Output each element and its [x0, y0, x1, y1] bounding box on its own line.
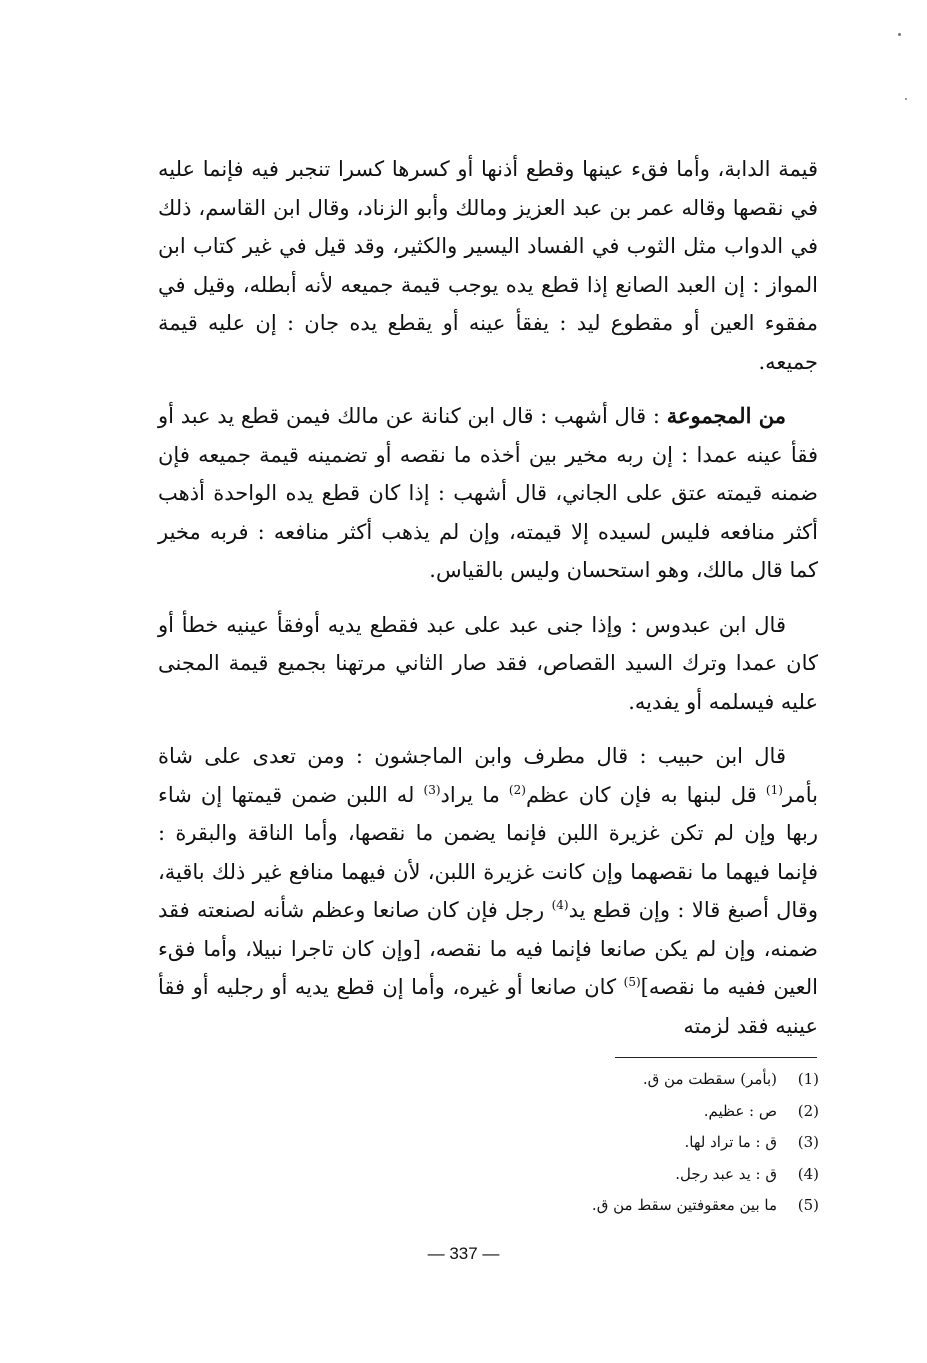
- footnote-number: (2): [797, 1101, 819, 1120]
- footnote-marker: (5): [623, 975, 641, 989]
- paragraph: [158, 397, 818, 590]
- footnote-marker: (1): [765, 782, 783, 797]
- scan-speck: [898, 33, 901, 36]
- text-run: رجل فإن كان صانعا وعظم شأنه لصنعته فقد ضمنه، وإن لم يكن صانعا فإنما فيه ما نقصه، [وإن كان تاجرا نبيلا، وأما فقء العين ففيه ما نقصه]: [158, 898, 819, 999]
- text-run: ما يراد: [440, 782, 509, 807]
- text-run: قال ابن حبيب : قال مطرف وابن الماجشون : ومن تعدى على شاة بأمر: [158, 744, 818, 807]
- footnote-number: (4): [797, 1164, 819, 1183]
- footnote-item: [399, 1159, 819, 1191]
- footnotes: [399, 1064, 819, 1222]
- footnote-text: ق : ما تراد لها.: [684, 1133, 777, 1151]
- page-number: — 337 —: [427, 1244, 500, 1263]
- footnote-text: ص : عظيم.: [703, 1101, 777, 1120]
- footnote-number: (3): [797, 1133, 819, 1151]
- footnote-number: (5): [797, 1196, 819, 1214]
- footnote-marker: (2): [508, 782, 526, 797]
- footnote-item: [399, 1064, 819, 1096]
- footnote-text: ق : يد عبد رجل.: [675, 1164, 777, 1183]
- scan-speck: [905, 98, 907, 100]
- main-text: [158, 150, 818, 1045]
- text-run: كان صانعا أو غيره، وأما إن قطع يديه أو رجليه أو فقأ عينيه فقد لزمته: [158, 975, 818, 1038]
- footnote-divider: [615, 1057, 817, 1058]
- paragraph: [158, 606, 818, 722]
- text-run: : قال أشهب : قال ابن كنانة عن مالك فيمن قطع يد عبد أو فقأ عينه عمدا : إن ربه مخير بين أخذه ما نقصه أو تضمينه قيمة جميعه فإن ضمنه قيمته عتق على الجاني، قال أشهب : إذا كان قطع يده الواحدة أذهب أكثر منافعه فليس لسيده إلا قيمته، وإن لم يذهب أكثر منافعه : فربه مخير كما قال مالك، وهو استحسان وليس بالقياس.: [158, 404, 818, 582]
- footnote-item: [399, 1127, 819, 1159]
- source-title: من المجموعة: [666, 403, 786, 428]
- footnote-item: [399, 1190, 819, 1222]
- text-run: له اللبن ضمن قيمتها إن شاء ربها وإن لم تكن غزيرة اللبن فإنما يضمن ما نقصها، وأما الناقة والبقرة : فإنما فيهما ما نقصهما وإن كانت غزيرة اللبن، لأن فيهما منافع غير ذلك باقية، وقال أصبغ قالا : وإن قطع يد: [158, 782, 819, 922]
- footnote-text: ما بين معقوفتين سقط من ق.: [591, 1196, 777, 1214]
- text-run: قال ابن عبدوس : وإذا جنى عبد على عبد فقطع يديه أوفقأ عينيه خطأ أو كان عمدا وترك السيد القصاص، فقد صار الثاني مرتهنا بجميع قيمة المجنى عليه فيسلمه أو يفديه.: [158, 612, 818, 714]
- footnote-item: [399, 1096, 819, 1128]
- paragraph: [158, 737, 818, 1045]
- footnote-marker: (4): [551, 898, 569, 912]
- text-run: قل لبنها به فإن كان عظم: [525, 782, 766, 807]
- footnote-marker: (3): [423, 782, 441, 797]
- footnote-text: (بأمر) سقطت من ق.: [642, 1070, 777, 1088]
- text-run: قيمة الدابة، وأما فقء عينها وقطع أذنها أو كسرها كسرا تنجبر فيه فإنما عليه في نقصها وقاله عمر بن عبد العزيز ومالك وأبو الزناد، وقال ابن القاسم، ذلك في الدواب مثل الثوب في الفساد اليسير والكثير، وقد قيل في غير كتاب ابن المواز : إن العبد الصانع إذا قطع يده يوجب قيمة جميعه لأنه أبطله، وقيل في مفقوء العين أو مقطوع ليد : يفقأ عينه أو يقطع يده جان : إن عليه قيمة جميعه.: [158, 157, 818, 374]
- paragraph: [158, 150, 818, 381]
- footnote-number: (1): [797, 1070, 819, 1088]
